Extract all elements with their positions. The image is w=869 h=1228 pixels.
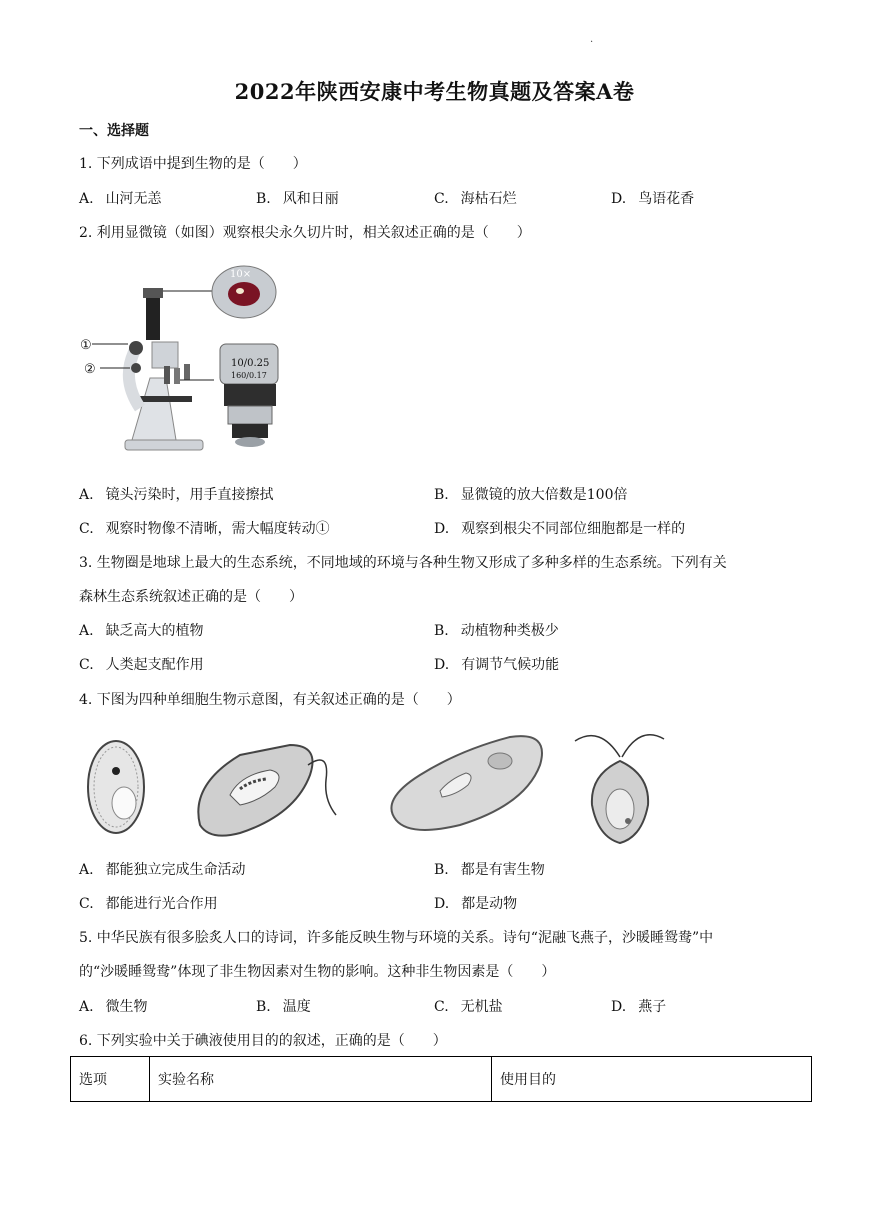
q2-option-a[interactable]: A. 镜头污染时，用手直接擦拭 <box>79 487 274 503</box>
single-cell-organisms-figure <box>80 725 680 850</box>
table-header-row <box>71 1057 812 1102</box>
bacterium-illustration <box>198 745 336 836</box>
page-title: 2022年陕西安康中考生物真题及答案A卷 <box>234 79 635 104</box>
q5-option-a[interactable]: A. 微生物 <box>79 999 148 1015</box>
q2-option-d[interactable]: D. 观察到根尖不同部位细胞都是一样的 <box>434 521 686 537</box>
q3-option-d[interactable]: D. 有调节气候功能 <box>434 657 560 673</box>
q1-option-b[interactable]: B. 风和日丽 <box>256 191 339 207</box>
eyepiece-mark: 10× <box>230 269 252 280</box>
table-header-experiment: 实验名称 <box>150 1057 492 1102</box>
chlamydomonas-illustration <box>575 735 664 843</box>
question-6-stem: 6. 下列实验中关于碘液使用目的的叙述，正确的是（ ） <box>79 1033 447 1049</box>
table-header-purpose: 使用目的 <box>492 1057 812 1102</box>
q2-option-b[interactable]: B. 显微镜的放大倍数是100倍 <box>434 487 628 503</box>
microscope-label-1: ① <box>80 338 92 353</box>
question-5-stem-line-1: 5. 中华民族有很多脍炙人口的诗词，许多能反映生物与环境的关系。诗句“泥融飞燕子，沙暖睡鸳鸯”中 <box>79 930 714 946</box>
q2-option-c[interactable]: C. 观察时物像不清晰，需大幅度转动① <box>79 521 330 537</box>
question-3-stem-line-1: 3. 生物圈是地球上最大的生态系统，不同地域的环境与各种生物又形成了多种多样的生态系统。下列有关 <box>79 555 727 571</box>
q3-option-b[interactable]: B. 动植物种类极少 <box>434 623 559 639</box>
q5-option-b[interactable]: B. 温度 <box>256 999 311 1015</box>
q3-option-a[interactable]: A. 缺乏高大的植物 <box>79 623 204 639</box>
objective-mark-1: 10/0.25 <box>231 358 270 369</box>
question-2-stem: 2. 利用显微镜（如图）观察根尖永久切片时，相关叙述正确的是（ ） <box>79 225 531 241</box>
page-dot: . <box>590 34 594 45</box>
q6-table <box>70 1056 812 1102</box>
q4-option-c[interactable]: C. 都能进行光合作用 <box>79 896 218 912</box>
microscope-figure <box>80 258 290 458</box>
question-3-stem-line-2: 森林生态系统叙述正确的是（ ） <box>79 589 303 605</box>
q4-option-b[interactable]: B. 都是有害生物 <box>434 862 545 878</box>
q1-option-a[interactable]: A. 山河无恙 <box>79 191 162 207</box>
q3-option-c[interactable]: C. 人类起支配作用 <box>79 657 204 673</box>
question-4-stem: 4. 下图为四种单细胞生物示意图，有关叙述正确的是（ ） <box>79 692 461 708</box>
q5-option-d[interactable]: D. 燕子 <box>611 999 667 1015</box>
q4-option-d[interactable]: D. 都是动物 <box>434 896 518 912</box>
question-1-stem: 1. 下列成语中提到生物的是（ ） <box>79 156 307 172</box>
q4-option-a[interactable]: A. 都能独立完成生命活动 <box>79 862 246 878</box>
paramecium-illustration <box>391 736 542 830</box>
q5-option-c[interactable]: C. 无机盐 <box>434 999 503 1015</box>
microscope-label-2: ② <box>84 362 96 377</box>
question-5-stem-line-2: 的“沙暖睡鸳鸯”体现了非生物因素对生物的影响。这种非生物因素是（ ） <box>79 964 556 980</box>
yeast-cell-illustration <box>88 741 144 833</box>
section-heading: 一、选择题 <box>79 123 149 139</box>
objective-mark-2: 160/0.17 <box>231 371 267 380</box>
q1-option-d[interactable]: D. 鸟语花香 <box>611 191 695 207</box>
table-header-option: 选项 <box>71 1057 150 1102</box>
q1-option-c[interactable]: C. 海枯石烂 <box>434 191 517 207</box>
